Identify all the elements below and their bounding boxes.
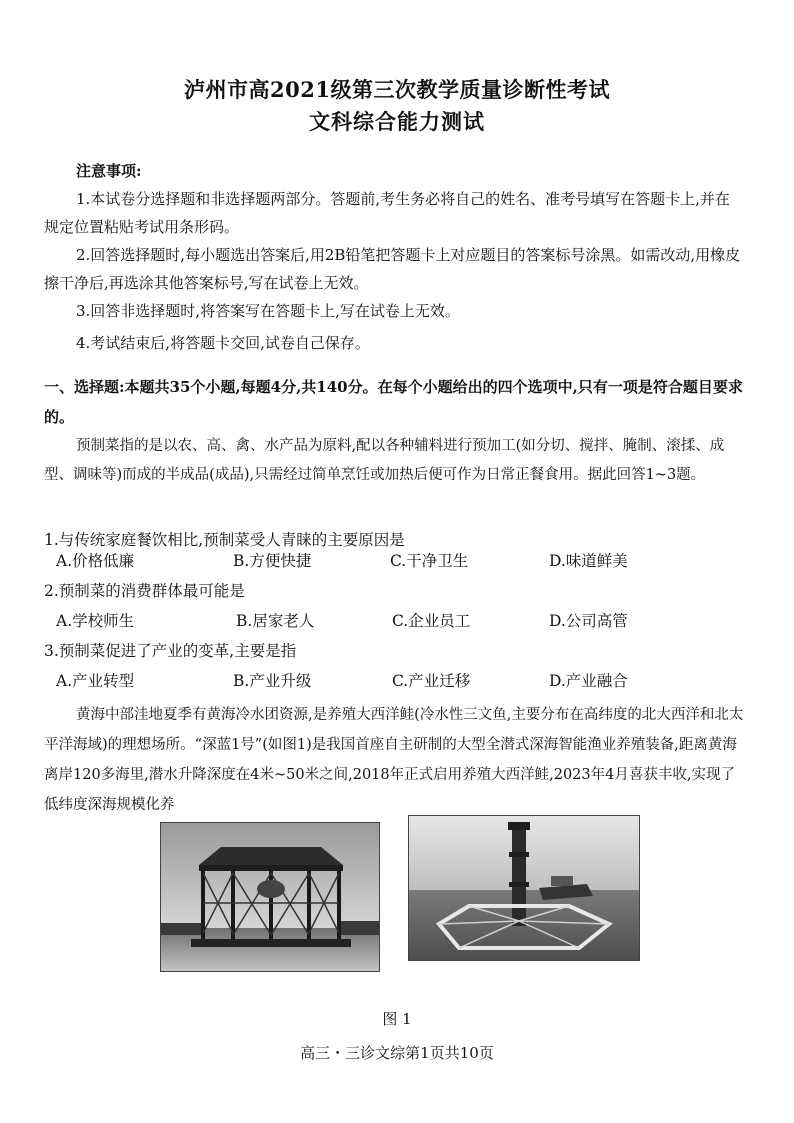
figure-1-photo-right (408, 815, 640, 961)
question-1-option-c: C.干净卫生 (390, 552, 469, 570)
aquaculture-cage-photo (161, 823, 379, 971)
question-1-option-b: B.方便快捷 (233, 552, 312, 570)
question-2-option-d: D.公司高管 (549, 612, 628, 630)
passage-1: 预制菜指的是以农、高、禽、水产品为原料,配以各种辅料进行预加工(如分切、搅拌、腌制、滚揉、成型、调味等)而成的半成品(成品),只需经过简单烹饪或加热后便可作为日常正餐食用。据此回答1~3题。 (44, 438, 725, 483)
question-2-option-a: A.学校师生 (56, 612, 135, 630)
page-footer: 高三・三诊文综第1页共10页 (300, 1044, 494, 1062)
deep-sea-farm-photo (409, 816, 639, 960)
question-3-option-a: A.产业转型 (56, 672, 135, 690)
question-3-option-b: B.产业升级 (233, 672, 312, 690)
section-heading: 一、选择题:本题共35个小题,每题4分,共140分。在每个小题给出的四个选项中,只有一项是符合题目要求的。 (44, 378, 743, 426)
notice-item-2: 2.回答选择题时,每小题选出答案后,用2B铅笔把答题卡上对应题目的答案标号涂黑。如需改动,用橡皮擦干净后,再选涂其他答案标号,写在试卷上无效。 (44, 246, 741, 292)
notice-item-3: 3.回答非选择题时,将答案写在答题卡上,写在试卷上无效。 (76, 302, 460, 320)
question-1-option-a: A.价格低廉 (56, 552, 135, 570)
question-1-option-d: D.味道鲜美 (549, 552, 628, 570)
question-3-stem: 3.预制菜促进了产业的变革,主要是指 (44, 642, 297, 660)
notice-item-4: 4.考试结束后,将答题卡交回,试卷自己保存。 (76, 334, 370, 352)
question-2-stem: 2.预制菜的消费群体最可能是 (44, 582, 245, 600)
notice-heading: 注意事项: (76, 162, 142, 180)
figure-caption: 图 1 (382, 1010, 412, 1028)
exam-title: 泸州市高2021级第三次教学质量诊断性考试 (184, 77, 610, 102)
question-2-option-c: C.企业员工 (392, 612, 471, 630)
question-3-option-c: C.产业迁移 (392, 672, 471, 690)
figure-1-photo-left (160, 822, 380, 972)
question-1-stem: 1.与传统家庭餐饮相比,预制菜受人青睐的主要原因是 (44, 531, 405, 549)
question-2-option-b: B.居家老人 (236, 612, 315, 630)
exam-subtitle: 文科综合能力测试 (309, 109, 485, 134)
passage-2: 黄海中部洼地夏季有黄海冷水团资源,是养殖大西洋鲑(冷水性三文鱼,主要分布在高纬度的北大西洋和北太平洋海域)的理想场所。“深蓝1号”(如图1)是我国首座自主研制的大型全潜式深海智能渔业养殖装备,距离黄海离岸120多海里,潜水升降深度在4米~50米之间,2018年正式启用养殖大西洋鲑,2023年4月喜获丰收,实现了低纬度深海规模化养 (44, 707, 744, 813)
question-3-option-d: D.产业融合 (549, 672, 628, 690)
notice-item-1: 1.本试卷分选择题和非选择题两部分。答题前,考生务必将自己的姓名、准考号填写在答题卡上,并在规定位置粘贴考试用条形码。 (44, 190, 730, 236)
